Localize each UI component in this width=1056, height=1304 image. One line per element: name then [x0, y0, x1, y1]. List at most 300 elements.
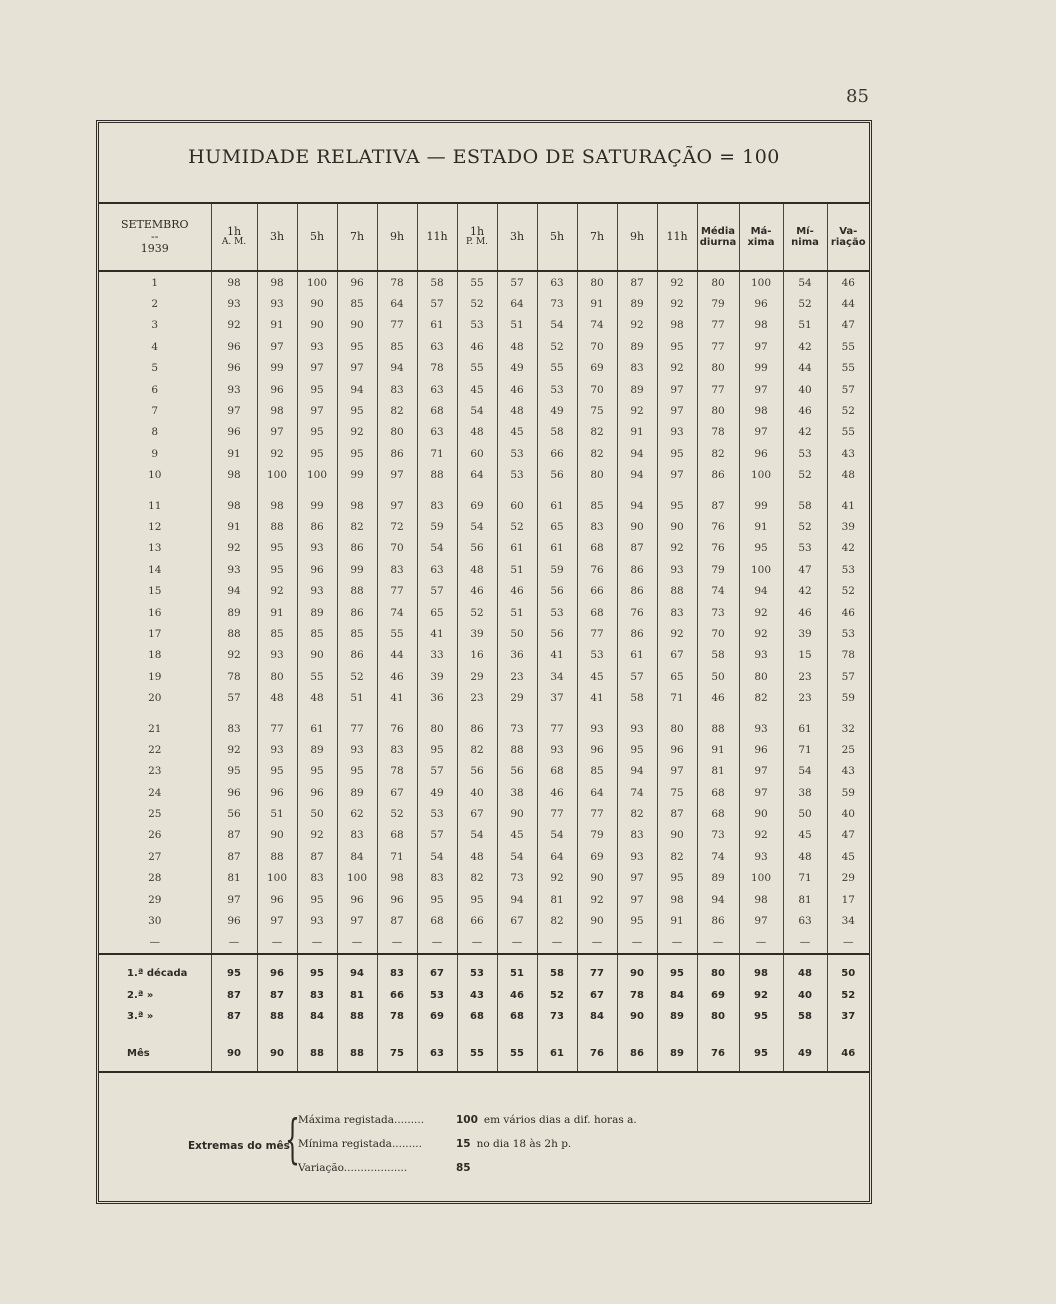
value-cell: 95 — [417, 739, 457, 760]
value-cell: 54 — [417, 538, 457, 559]
value-cell: 95 — [297, 889, 337, 910]
value-cell: 99 — [337, 465, 377, 486]
value-cell: 92 — [617, 400, 657, 421]
day-cell: 2 — [151, 298, 159, 311]
col-variacao: Va- riação — [827, 203, 869, 271]
value-cell: 97 — [657, 465, 697, 486]
value-cell: 57 — [827, 379, 869, 400]
value-cell: 91 — [257, 602, 297, 623]
value-cell: 100 — [297, 465, 337, 486]
value-cell: 77 — [377, 315, 417, 336]
value-cell: 52 — [827, 580, 869, 601]
summary-value: 87 — [257, 985, 297, 1006]
value-cell: 71 — [377, 846, 417, 867]
value-cell: 82 — [577, 422, 617, 443]
table-row — [99, 782, 869, 803]
value-cell: 42 — [827, 538, 869, 559]
value-cell: 78 — [697, 422, 739, 443]
summary-label: Mês — [99, 1039, 211, 1072]
summary-value: 52 — [827, 985, 869, 1006]
value-cell: 56 — [457, 761, 497, 782]
value-cell: 80 — [417, 718, 457, 739]
value-cell: 98 — [657, 315, 697, 336]
value-cell: 89 — [297, 739, 337, 760]
value-cell: 92 — [337, 422, 377, 443]
value-cell: 57 — [417, 580, 457, 601]
value-cell: 54 — [783, 271, 827, 293]
value-cell: 87 — [211, 825, 257, 846]
value-cell: 53 — [457, 315, 497, 336]
value-cell: 88 — [257, 516, 297, 537]
period-header — [99, 203, 211, 271]
value-cell: 96 — [337, 889, 377, 910]
summary-value: 78 — [377, 1006, 417, 1027]
value-cell: 43 — [827, 761, 869, 782]
value-cell: 97 — [257, 910, 297, 931]
value-cell: 77 — [377, 580, 417, 601]
value-cell: 38 — [497, 782, 537, 803]
value-cell: 81 — [537, 889, 577, 910]
value-cell: 90 — [297, 293, 337, 314]
brace-glyph: { — [285, 1110, 300, 1170]
value-cell: 56 — [537, 580, 577, 601]
value-cell: 96 — [657, 739, 697, 760]
value-cell: 97 — [657, 400, 697, 421]
value-cell: 98 — [739, 400, 783, 421]
value-cell: 83 — [211, 718, 257, 739]
col-7pm: 7h — [577, 203, 617, 271]
day-cell: — — [149, 936, 160, 949]
value-cell: 48 — [297, 687, 337, 708]
value-cell: 38 — [783, 782, 827, 803]
value-cell: 46 — [783, 602, 827, 623]
value-cell: 93 — [617, 846, 657, 867]
col-minima: Mí- nima — [783, 203, 827, 271]
value-cell: 50 — [783, 803, 827, 824]
summary-value: 88 — [337, 1006, 377, 1027]
value-cell: 97 — [337, 358, 377, 379]
value-cell: 86 — [617, 623, 657, 644]
value-cell: 50 — [497, 623, 537, 644]
value-cell: 83 — [657, 602, 697, 623]
col-3am: 3h — [257, 203, 297, 271]
value-cell: 68 — [377, 825, 417, 846]
value-cell: 91 — [739, 516, 783, 537]
value-cell: 39 — [783, 623, 827, 644]
summary-value: 78 — [617, 985, 657, 1006]
value-cell: 83 — [297, 868, 337, 889]
value-cell: 83 — [577, 516, 617, 537]
value-cell: 76 — [697, 538, 739, 559]
extremas-label: Extremas do mês — [188, 1140, 290, 1152]
value-cell: 68 — [577, 602, 617, 623]
value-cell: 53 — [537, 602, 577, 623]
value-cell: 40 — [827, 803, 869, 824]
value-cell: 51 — [497, 602, 537, 623]
col-11am: 11h — [417, 203, 457, 271]
value-cell: 94 — [697, 889, 739, 910]
table-row — [99, 645, 869, 666]
value-cell: 56 — [537, 465, 577, 486]
value-cell: 100 — [739, 559, 783, 580]
value-cell: 92 — [657, 538, 697, 559]
summary-value: 81 — [337, 985, 377, 1006]
value-cell: 63 — [417, 336, 457, 357]
value-cell: 86 — [617, 580, 657, 601]
value-cell: 98 — [657, 889, 697, 910]
value-cell: 77 — [577, 623, 617, 644]
value-cell: 61 — [617, 645, 657, 666]
value-cell: 100 — [257, 465, 297, 486]
value-cell: 81 — [697, 761, 739, 782]
value-cell: 69 — [577, 358, 617, 379]
value-cell: 97 — [257, 422, 297, 443]
summary-value: 84 — [577, 1006, 617, 1027]
value-cell: — — [211, 932, 257, 954]
value-cell: 65 — [537, 516, 577, 537]
day-cell: 3 — [151, 319, 159, 332]
value-cell: 55 — [827, 336, 869, 357]
summary-value: 95 — [297, 954, 337, 985]
table-row — [99, 718, 869, 739]
value-cell: 74 — [617, 782, 657, 803]
value-cell: 83 — [337, 825, 377, 846]
value-cell: 96 — [211, 782, 257, 803]
value-cell: 46 — [457, 580, 497, 601]
summary-value: 48 — [783, 954, 827, 985]
value-cell: 97 — [257, 336, 297, 357]
col-7am: 7h — [337, 203, 377, 271]
page-number: 85 — [846, 86, 869, 107]
value-cell: 96 — [337, 271, 377, 293]
value-cell: 48 — [457, 559, 497, 580]
value-cell: 98 — [211, 271, 257, 293]
value-cell: 76 — [617, 602, 657, 623]
table-title: HUMIDADE RELATIVA — ESTADO DE SATURAÇÃO = 100 — [188, 146, 780, 168]
value-cell: 23 — [783, 666, 827, 687]
value-cell: 36 — [497, 645, 537, 666]
summary-value: 76 — [577, 1039, 617, 1072]
value-cell: 32 — [827, 718, 869, 739]
value-cell: 57 — [617, 666, 657, 687]
value-cell: 80 — [377, 422, 417, 443]
value-cell: 40 — [783, 379, 827, 400]
value-cell: 90 — [497, 803, 537, 824]
value-cell: 68 — [697, 782, 739, 803]
summary-value: 61 — [537, 1039, 577, 1072]
value-cell: — — [783, 932, 827, 954]
value-cell: 52 — [497, 516, 537, 537]
value-cell: 56 — [537, 623, 577, 644]
day-cell: 9 — [151, 447, 159, 460]
value-cell: 39 — [827, 516, 869, 537]
value-cell: 88 — [657, 580, 697, 601]
value-cell: 64 — [537, 846, 577, 867]
summary-decada-3 — [99, 1006, 869, 1027]
col-maxima: Má- xima — [739, 203, 783, 271]
value-cell: 96 — [739, 739, 783, 760]
value-cell: 93 — [657, 559, 697, 580]
value-cell: 80 — [697, 271, 739, 293]
value-cell: 53 — [577, 645, 617, 666]
value-cell: 91 — [697, 739, 739, 760]
summary-value: 69 — [417, 1006, 457, 1027]
value-cell: 92 — [211, 538, 257, 559]
header-row — [99, 203, 869, 271]
summary-decada-1 — [99, 954, 869, 985]
value-cell: 51 — [337, 687, 377, 708]
value-cell: 78 — [377, 271, 417, 293]
table-row — [99, 443, 869, 464]
value-cell: 93 — [297, 580, 337, 601]
value-cell: 92 — [577, 889, 617, 910]
value-cell: 80 — [739, 666, 783, 687]
value-cell: 56 — [211, 803, 257, 824]
value-cell: 83 — [417, 868, 457, 889]
summary-value: 87 — [211, 985, 257, 1006]
value-cell: 49 — [417, 782, 457, 803]
summary-value: 69 — [697, 985, 739, 1006]
table-row — [99, 315, 869, 336]
value-cell: — — [457, 932, 497, 954]
value-cell: 16 — [457, 645, 497, 666]
value-cell: 90 — [617, 516, 657, 537]
value-cell: 34 — [827, 910, 869, 931]
value-cell: 88 — [337, 580, 377, 601]
summary-value: 49 — [783, 1039, 827, 1072]
value-cell: 86 — [697, 465, 739, 486]
value-cell: 86 — [697, 910, 739, 931]
value-cell: 77 — [257, 718, 297, 739]
decade-spacer — [99, 709, 869, 718]
table-row — [99, 293, 869, 314]
value-cell: 37 — [537, 687, 577, 708]
value-cell: 76 — [697, 516, 739, 537]
value-cell: 57 — [827, 666, 869, 687]
summary-value: 95 — [211, 954, 257, 985]
value-cell: 36 — [417, 687, 457, 708]
value-cell: 52 — [827, 400, 869, 421]
table-row — [99, 889, 869, 910]
value-cell: 83 — [377, 379, 417, 400]
value-cell: 63 — [417, 379, 457, 400]
table-row — [99, 422, 869, 443]
value-cell: 61 — [783, 718, 827, 739]
value-cell: 74 — [577, 315, 617, 336]
value-cell: — — [537, 932, 577, 954]
value-cell: 86 — [337, 602, 377, 623]
value-cell: 54 — [457, 825, 497, 846]
value-cell: 85 — [337, 623, 377, 644]
value-cell: 53 — [827, 623, 869, 644]
value-cell: 67 — [457, 803, 497, 824]
value-cell: 82 — [617, 803, 657, 824]
summary-value: 73 — [537, 1006, 577, 1027]
summary-value: 88 — [257, 1006, 297, 1027]
value-cell: 97 — [657, 379, 697, 400]
summary-value: 51 — [497, 954, 537, 985]
value-cell: 68 — [577, 538, 617, 559]
value-cell: 44 — [377, 645, 417, 666]
value-cell: 92 — [257, 443, 297, 464]
value-cell: 91 — [657, 910, 697, 931]
value-cell: 45 — [457, 379, 497, 400]
value-cell: 90 — [297, 315, 337, 336]
summary-value: 75 — [377, 1039, 417, 1072]
value-cell: 89 — [617, 293, 657, 314]
value-cell: 52 — [783, 293, 827, 314]
value-cell: 95 — [297, 761, 337, 782]
value-cell: 100 — [739, 465, 783, 486]
value-cell: 74 — [377, 602, 417, 623]
value-cell: 54 — [417, 846, 457, 867]
value-cell: 48 — [457, 846, 497, 867]
value-cell: 80 — [257, 666, 297, 687]
table-row — [99, 336, 869, 357]
value-cell: 58 — [617, 687, 657, 708]
day-cell: 26 — [148, 829, 162, 842]
value-cell: 53 — [417, 803, 457, 824]
value-cell: 95 — [297, 443, 337, 464]
value-cell: 82 — [537, 910, 577, 931]
value-cell: 82 — [337, 516, 377, 537]
summary-value: 53 — [417, 985, 457, 1006]
value-cell: 51 — [257, 803, 297, 824]
table-row — [99, 761, 869, 782]
value-cell: 23 — [457, 687, 497, 708]
value-cell: 95 — [337, 443, 377, 464]
value-cell: 49 — [537, 400, 577, 421]
value-cell: 64 — [497, 293, 537, 314]
value-cell: 96 — [211, 422, 257, 443]
summary-value: 50 — [827, 954, 869, 985]
value-cell: 47 — [827, 315, 869, 336]
value-cell: 52 — [537, 336, 577, 357]
value-cell: 93 — [657, 422, 697, 443]
day-cell: 7 — [151, 405, 159, 418]
value-cell: 99 — [337, 559, 377, 580]
value-cell: 99 — [739, 495, 783, 516]
value-cell: 95 — [417, 889, 457, 910]
value-cell: 40 — [457, 782, 497, 803]
day-cell: 21 — [148, 722, 162, 735]
value-cell: 80 — [697, 400, 739, 421]
summary-value: 95 — [657, 954, 697, 985]
value-cell: 95 — [337, 400, 377, 421]
summary-value: 95 — [739, 1006, 783, 1027]
value-cell: 55 — [457, 358, 497, 379]
value-cell: 65 — [417, 602, 457, 623]
value-cell: 46 — [827, 271, 869, 293]
summary-value: 92 — [739, 985, 783, 1006]
value-cell: 95 — [657, 443, 697, 464]
summary-value: 84 — [297, 1006, 337, 1027]
value-cell: 73 — [697, 825, 739, 846]
value-cell: 55 — [457, 271, 497, 293]
value-cell: 79 — [577, 825, 617, 846]
value-cell: 99 — [739, 358, 783, 379]
value-cell: 52 — [337, 666, 377, 687]
value-cell: 92 — [657, 623, 697, 644]
value-cell: 92 — [657, 271, 697, 293]
value-cell: 58 — [417, 271, 457, 293]
value-cell: 97 — [739, 761, 783, 782]
value-cell: 71 — [657, 687, 697, 708]
value-cell: 98 — [257, 271, 297, 293]
value-cell: 64 — [577, 782, 617, 803]
value-cell: 42 — [783, 422, 827, 443]
value-cell: 56 — [497, 761, 537, 782]
value-cell: 81 — [783, 889, 827, 910]
value-cell: 97 — [297, 358, 337, 379]
value-cell: 87 — [617, 538, 657, 559]
value-cell: 51 — [497, 315, 537, 336]
value-cell: 66 — [457, 910, 497, 931]
value-cell: 55 — [297, 666, 337, 687]
value-cell: 83 — [377, 559, 417, 580]
summary-value: 96 — [257, 954, 297, 985]
value-cell: 91 — [257, 315, 297, 336]
value-cell: 93 — [739, 846, 783, 867]
value-cell: 77 — [537, 803, 577, 824]
value-cell: 97 — [297, 400, 337, 421]
table-row — [99, 379, 869, 400]
value-cell: 98 — [377, 868, 417, 889]
value-cell: 15 — [783, 645, 827, 666]
day-cell: 29 — [148, 893, 162, 906]
value-cell: 98 — [739, 889, 783, 910]
value-cell: 97 — [739, 422, 783, 443]
value-cell: 53 — [497, 443, 537, 464]
value-cell: 80 — [697, 358, 739, 379]
day-cell: 6 — [151, 383, 159, 396]
value-cell: 42 — [783, 336, 827, 357]
summary-gap — [99, 1027, 869, 1039]
value-cell: 92 — [617, 315, 657, 336]
value-cell: 50 — [297, 803, 337, 824]
dash-label: -- — [151, 229, 159, 243]
summary-value: 90 — [617, 1006, 657, 1027]
value-cell: 87 — [297, 846, 337, 867]
value-cell: 45 — [577, 666, 617, 687]
value-cell: 52 — [783, 516, 827, 537]
value-cell: 96 — [211, 358, 257, 379]
col-5am: 5h — [297, 203, 337, 271]
value-cell: 77 — [537, 718, 577, 739]
value-cell: 83 — [377, 739, 417, 760]
value-cell: 94 — [211, 580, 257, 601]
value-cell: 87 — [377, 910, 417, 931]
value-cell: 49 — [497, 358, 537, 379]
value-cell: 98 — [211, 495, 257, 516]
day-cell: 28 — [148, 872, 162, 885]
value-cell: 97 — [211, 400, 257, 421]
summary-mes — [99, 1039, 869, 1072]
day-cell: 8 — [151, 426, 159, 439]
day-cell: 13 — [148, 542, 162, 555]
day-cell: 27 — [148, 850, 162, 863]
value-cell: 89 — [337, 782, 377, 803]
value-cell: 90 — [577, 910, 617, 931]
value-cell: 82 — [457, 868, 497, 889]
value-cell: 59 — [417, 516, 457, 537]
value-cell: 73 — [697, 602, 739, 623]
summary-value: 46 — [827, 1039, 869, 1072]
decade-spacer — [99, 486, 869, 495]
value-cell: 81 — [211, 868, 257, 889]
value-cell: — — [739, 932, 783, 954]
value-cell: 45 — [497, 422, 537, 443]
